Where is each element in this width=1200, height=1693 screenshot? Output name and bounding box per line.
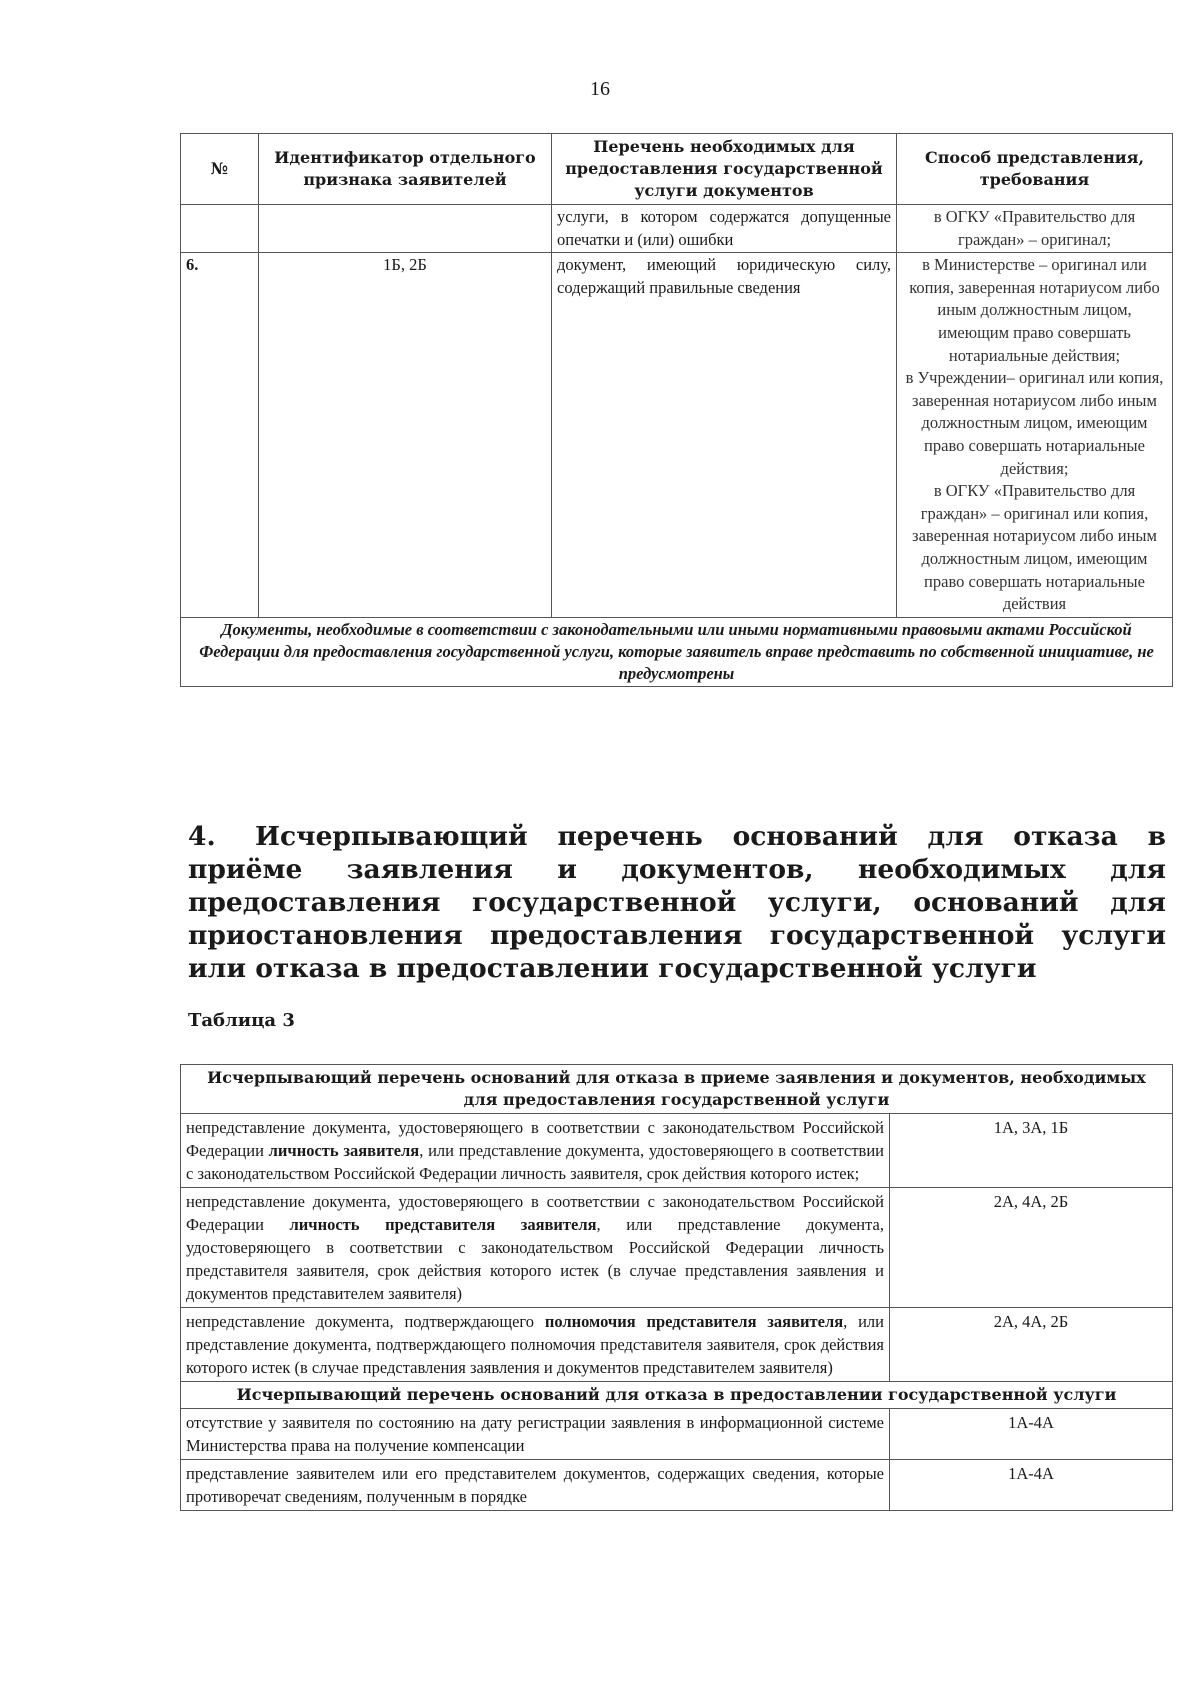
- applicant-ids: 2А, 4А, 2Б: [890, 1188, 1173, 1308]
- reason-text: , или представление документа, удостоверяющего в соответствии с законодательством Российской Федерации личность заявителя, срок действия которого истек;: [186, 1141, 884, 1183]
- reason-text: непредставление документа, удостоверяющего в соответствии с законодательством Российской Федерации: [186, 1118, 884, 1160]
- service-refusal-heading: Исчерпывающий перечень оснований для отказа в предоставлении государственной услуги: [181, 1382, 1173, 1409]
- reception-refusal-heading: Исчерпывающий перечень оснований для отказа в приеме заявления и документов, необходимых для предоставления государственной услуги: [181, 1065, 1173, 1114]
- section-heading: [188, 820, 1166, 985]
- reason-emphasis: полномочия представителя заявителя: [544, 1312, 844, 1331]
- table-row: [181, 1460, 1173, 1511]
- table-heading-row: [181, 1382, 1173, 1409]
- reason-text: непредставление документа, удостоверяющего в соответствии с законодательством Российской Федерации: [186, 1192, 884, 1234]
- row-method: в ОГКУ «Правительство для граждан» – оригинал;: [897, 205, 1173, 253]
- header-number: №: [181, 134, 259, 205]
- table-row: [181, 1409, 1173, 1460]
- applicant-ids: 1А-4А: [890, 1409, 1173, 1460]
- documents-table: [180, 133, 1173, 687]
- row-method: [897, 253, 1173, 618]
- table-row: [181, 1114, 1173, 1188]
- table-footer-note: Документы, необходимые в соответствии с законодательными или иными нормативными правовыми актами Российской Федерации для предоставления государственной услуги, которые заявитель вправе представить по собственной инициативе, не предусмотрены: [181, 617, 1173, 686]
- refusal-grounds-table: [180, 1064, 1173, 1511]
- row-document: документ, имеющий юридическую силу, содержащий правильные сведения: [552, 253, 897, 618]
- reason-cell: [181, 1308, 890, 1382]
- row-document: услуги, в котором содержатся допущенные опечатки и (или) ошибки: [552, 205, 897, 253]
- method-ministry: в Министерстве – оригинал или копия, заверенная нотариусом либо иным должностным лицом, имеющим право совершать нотариальные действия;: [909, 255, 1160, 365]
- table-row: [181, 1188, 1173, 1308]
- section-number: 4.: [188, 821, 216, 852]
- reason-emphasis: личность представителя заявителя: [289, 1215, 597, 1234]
- table-row: [181, 205, 1173, 253]
- method-institution: в Учреждении– оригинал или копия, заверенная нотариусом либо иным должностным лицом, имеющим право совершать нотариальные действия;: [905, 368, 1164, 478]
- row-number: [181, 205, 259, 253]
- reason-cell: отсутствие у заявителя по состоянию на дату регистрации заявления в информационной системе Министерства права на получение компенсации: [181, 1409, 890, 1460]
- applicant-ids: 1А-4А: [890, 1460, 1173, 1511]
- header-method: Способ представления, требования: [897, 134, 1173, 205]
- header-identifier: Идентификатор отдельного признака заявителей: [259, 134, 552, 205]
- row-number: 6.: [181, 253, 259, 618]
- method-ogku: в ОГКУ «Правительство для граждан» – оригинал или копия, заверенная нотариусом либо иным должностным лицом, имеющим право совершать нотариальные действия: [912, 481, 1157, 614]
- applicant-ids: 1А, 3А, 1Б: [890, 1114, 1173, 1188]
- applicant-ids: 2А, 4А, 2Б: [890, 1308, 1173, 1382]
- table-label: Таблица 3: [188, 1010, 295, 1031]
- table-footer-row: [181, 617, 1173, 686]
- page-number: 16: [590, 78, 610, 100]
- reason-text: непредставление документа, подтверждающего: [186, 1312, 545, 1331]
- reason-text: , или представление документа, удостоверяющего в соответствии с законодательством Российской Федерации личность представителя заявителя, срок действия которого истек (в случае представления заявления и документов представителем заявителя): [186, 1215, 884, 1303]
- table-heading-row: [181, 1065, 1173, 1114]
- section-title: Исчерпывающий перечень оснований для отказа в приёме заявления и документов, необходимых для предоставления государственной услуги, оснований для приостановления предоставления государственной услуги или отказа в предоставлении государственной услуги: [188, 821, 1166, 984]
- table-header-row: [181, 134, 1173, 205]
- reason-cell: представление заявителем или его представителем документов, содержащих сведения, которые противоречат сведениям, полученным в порядке: [181, 1460, 890, 1511]
- header-documents: Перечень необходимых для предоставления государственной услуги документов: [552, 134, 897, 205]
- reason-cell: [181, 1188, 890, 1308]
- table-row: [181, 253, 1173, 618]
- reason-text: , или представление документа, подтверждающего полномочия представителя заявителя, срок действия которого истек (в случае представления заявления и документов представителем заявителя): [186, 1312, 884, 1377]
- table-row: [181, 1308, 1173, 1382]
- reason-cell: [181, 1114, 890, 1188]
- row-identifiers: 1Б, 2Б: [259, 253, 552, 618]
- row-identifiers: [259, 205, 552, 253]
- reason-emphasis: личность заявителя: [268, 1141, 420, 1160]
